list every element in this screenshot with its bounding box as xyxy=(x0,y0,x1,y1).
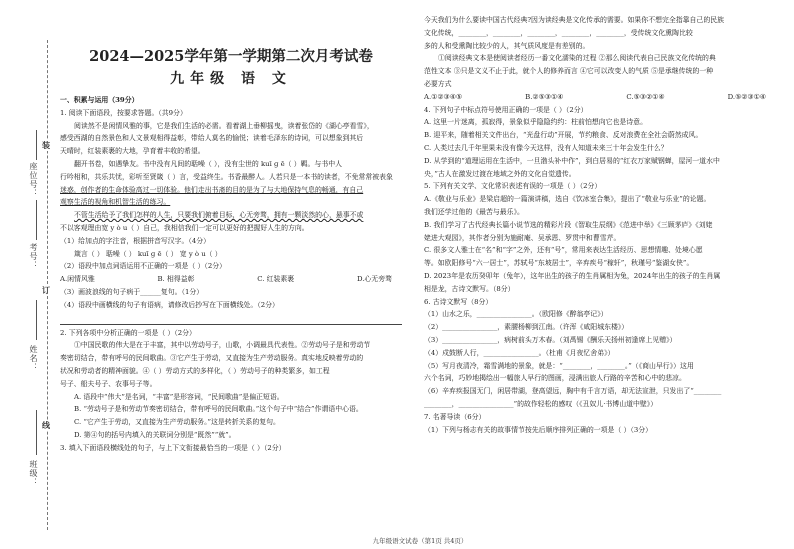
passage-line: 行吟相和，共乐共忧，彩听至贤箴（ ）言，受益终生。书香最醉人。人若只是一本书的读者，不免常常被表象 xyxy=(60,172,393,181)
passage-line-wavy: 不管生活给予了我们怎样的人生，只要我们俯着目标，心无旁骛，拥有一颗淡然的心，悬事不或 xyxy=(74,211,364,220)
option-line: A. 这里一片迷离，孤寂得，景象似乎隐隐约约：柱前怕想向它也是诗意。 xyxy=(424,118,647,127)
passage-line: 状况和劳动者的精神面貌。④（ ）劳动方式的多样化，（ ）劳动号子的种类繁多，如工程 xyxy=(60,366,330,375)
option-line: C. 很多文人雅士在“名”和“字”之外，还有“号”，常用来表达生活经历、思想情趣、处境心愿 xyxy=(424,246,703,255)
class-label: 班级： xyxy=(29,460,38,487)
exam-subtitle: 九年级 语 文 xyxy=(170,71,292,87)
option-line: D. 第④句的括号内填入的关联词分别是“既然”“就”。 xyxy=(74,430,236,439)
option-line: A.《敬业与乐业》是梁启超的一篇演讲稿，选自《饮冰室合集》，提出了“敬业与乐业”的论题。 xyxy=(424,195,711,204)
passage-line: 今天我们为什么要读中国古代经典?因为读经典是文化传承的需要。如果你不想完全指靠自己的民族 xyxy=(424,16,724,24)
option-line: D. 从学到的“道理运用在生活中，一旦渤头补中作”，到白居易的“红衣万家赋钢蝉，屋河一道水中 xyxy=(424,156,720,165)
choice-a[interactable]: A.①②③④⑤ xyxy=(424,92,463,101)
passage-line: 多的人和受熏陶比较少的人，其气质风度是有差别的。 xyxy=(424,41,590,50)
option-line: ①阅读经典文本是使阅读者经历一番文化濡染的过程 ②那么阅读代表自己民族文化传统的典 xyxy=(438,54,716,63)
choice-d[interactable]: D.⑤②③①④ xyxy=(727,92,766,101)
choice-a[interactable]: A.闲情风雅 xyxy=(60,275,95,284)
choice-b[interactable]: B.②⑤③①④ xyxy=(525,92,564,101)
option-line: 央，”古人在激发过渡在地域之外的文化自觉遗传。 xyxy=(424,169,576,178)
sub-question: （2）语段中加点词语运用不正确的一项是（ ）（2分） xyxy=(60,262,226,271)
passage-line: 阅读然不是闲情风雅的事，它是我们生活的必需。看着湖上垂柳摇曳，读着张岱的《湖心亭看雪》， xyxy=(74,121,374,130)
page-footer: 九年级语文试卷（第1页 共4页） xyxy=(372,537,468,545)
option-line: 必要方式 xyxy=(424,79,452,88)
recitation-line: （6）辛弃疾报国无门，闲居带湖，登高望远，胸中有千言万语，却无法宣泄，只发出了“________ xyxy=(424,387,722,396)
recitation-line: ________，________________”的故作轻松的感叹（《丑奴儿·书博山道中壁》） xyxy=(424,399,658,408)
option-line: 相是龙，古诗文默写。（8分） xyxy=(424,284,515,293)
passage-line: ①中国民歌的伟大是在于丰富，其中以劳动号子，山歌，小调最具代表性。②劳动号子是和劳动节 xyxy=(74,341,371,350)
passage-line: 感受西湖的自然景色和人文景观相得益彰，带给人莫名的愉悦；读着毛泽东的诗词，可以想象到其后 xyxy=(60,134,364,143)
choice-c[interactable]: C. 红装素裹 xyxy=(257,275,295,284)
passage-line: 文化传统，________，________，________，________，________，受传统文化熏陶比较 xyxy=(424,28,693,37)
exam-number-blank xyxy=(36,200,37,240)
choice-d[interactable]: D.心无旁骛 xyxy=(356,275,392,284)
passage-line: 天晴时，红装素裹的大地，孕育着丰收的希望。 xyxy=(60,147,205,156)
section-heading: 一、积累与运用（39分） xyxy=(60,96,139,104)
choice-row xyxy=(424,91,776,104)
right-column xyxy=(424,14,776,544)
exam-title: 2024—2025学年第一学期第二次月考试卷 xyxy=(89,48,373,65)
option-line: C. “它产生于劳动，又直接为生产劳动服务。”这是转折关系的复句。 xyxy=(74,418,280,427)
name-label: 姓名： xyxy=(29,345,38,372)
passage-line: 不以客观理由宽 y ò u（ ）自己，我相信我们一定可以更好的把握好人生的方向。 xyxy=(60,223,309,232)
question-7-stem: 7. 名著导读（6分） xyxy=(424,412,486,421)
option-line: C. 人类过去几千年里果未没有像今天这样，没有人知道未来三十年会发生什么？ xyxy=(424,143,668,152)
sub-question: （1）下列与杨志有关的故事情节按先后顺序排列正确的一项是（ ）（3分） xyxy=(424,425,653,434)
option-line: 等。如欧阳修号“六一居士”，苏轼号“东坡居士”，辛弃疾号“稼轩”，秋瑾号“鉴湖女侠”。 xyxy=(424,259,694,268)
passage-line: 翻开书卷，如遇挚友。书中没有凡间的聒噪（ ），没有尘世的 kuī ɡ ē（ ）羁。与书中人 xyxy=(74,159,342,168)
sub-question: （1）给加点的字注音，根据拼音写汉字。（4分） xyxy=(60,236,211,245)
sub-question: （3）画波浪线的句子病于______复句。（1分） xyxy=(60,287,204,296)
question-1-stem: 1. 阅读下面语段，按要求答题。（共9分） xyxy=(60,108,187,117)
question-2-stem: 2. 下列各项中分析正确的一项是（ ）（2分） xyxy=(60,328,196,337)
recitation-line: （4）戍鼓断人行，________________。（杜甫《月夜忆舍弟》） xyxy=(424,348,615,357)
choice-row xyxy=(60,273,402,286)
option-line: B. 迎平来，随着相关文件出台，“光盘行动”开展，节约粮食、反对浪费在全社会蔚然成风。 xyxy=(424,131,703,140)
question-3-stem: 3. 填入下面语段横线处的句子，与上下文衔接最恰当的一项是（ ）（2分） xyxy=(60,443,286,452)
question-5-stem: 5. 下列有关文学、文化常识表述有误的一项是（ ）（2分） xyxy=(424,182,602,191)
binding-mark-zhuang: 装 xyxy=(42,140,50,150)
option-line: 姥进大观园》，其作者分别为施耐庵、吴承恩、罗贯中和曹雪芹。 xyxy=(424,233,621,242)
passage-line: 号子、船夫号子、农事号子等。 xyxy=(60,379,157,388)
recitation-line: 六个名词，巧妙地揭绘出一幅旅人早行的图画，浸满出旅人行路的辛苦和心中的悲凉。 xyxy=(424,374,686,383)
option-line: D. 2023年是农历癸卯年（兔年），这年出生的孩子的生肖属相为兔，2024年出生的孩子的生肖属 xyxy=(424,271,721,280)
choice-b[interactable]: B. 相得益彰 xyxy=(157,275,195,284)
binding-mark-ding: 订 xyxy=(42,285,50,295)
recitation-line: （1）山水之乐，________________。（欧阳修《醉翁亭记》） xyxy=(424,310,608,319)
option-line: B. “劳动号子是和劳动节奏密切结合，带有呼号的民间歌曲。”这个句子中“结合”作谓语中心语。 xyxy=(74,405,363,414)
left-column xyxy=(60,0,402,530)
recitation-line: （2）________________，素腰杨柳到江南。（许浑《咸阳城东楼》） xyxy=(424,323,629,332)
binding-mark-xian: 线 xyxy=(42,420,50,430)
seat-number-blank xyxy=(36,130,37,160)
option-line: 我们还学过他的《最苦与最乐》。 xyxy=(424,207,524,216)
sub-question: （4）语段中画横线的句子有语病，请修改后抄写在下面横线处。（2分） xyxy=(60,300,279,309)
answer-line[interactable] xyxy=(60,313,402,325)
question-4-stem: 4. 下列句子中标点符号使用正确的一项是（ ）（2分） xyxy=(424,105,588,114)
choice-c[interactable]: C.⑤③②①④ xyxy=(626,92,665,101)
question-6-stem: 6. 古诗文默写（8分） xyxy=(424,297,493,306)
option-line: B. 我们学习了古代经典长篇小说节选的精彩片段《智取生辰纲》《范进中举》《三顾茅庐》《刘姥 xyxy=(424,220,713,229)
recitation-line: （3）________________，病树前头万木春。（刘禹锡《酬乐天扬州初逢席上见赠》） xyxy=(424,335,677,344)
seat-number-label: 座位号： xyxy=(29,162,38,198)
passage-line-underlined: 观察生活的视角和机智生活的练习。 xyxy=(60,198,171,207)
class-blank xyxy=(36,410,37,455)
option-line: A. 语段中“伟大”是名词，“丰富”是形容词，“民间歌曲”是偏正短语。 xyxy=(74,392,284,401)
name-blank xyxy=(36,300,37,340)
passage-line-underlined: 迷惑，创作者的生命体验高过一切体验。他们走出书斋的目的是为了与大地保持气息的畅通，有自己 xyxy=(60,185,364,194)
recitation-line: （5）写月夜清冷，霜雪满地的景象，就是：“________，________。”（《商山早行》）这用 xyxy=(424,361,694,370)
pinyin-row: 箴言（ ） 聒噪（ ） kuī ɡ ē（ ） 宽 y ò u（ ） xyxy=(74,249,222,258)
exam-number-label: 考号： xyxy=(29,243,38,270)
binding-gutter xyxy=(0,0,58,549)
passage-line: 奏密切结合，带有呼号的民间歌曲。③它产生于劳动，又直接为生产劳动服务。真实地反映着劳动的 xyxy=(60,354,364,363)
option-line: 范性文本 ③只是文义不止于此，就个人的修养而言 ④它可以改变人的气质 ⑤是承继传统的一种 xyxy=(424,67,714,76)
